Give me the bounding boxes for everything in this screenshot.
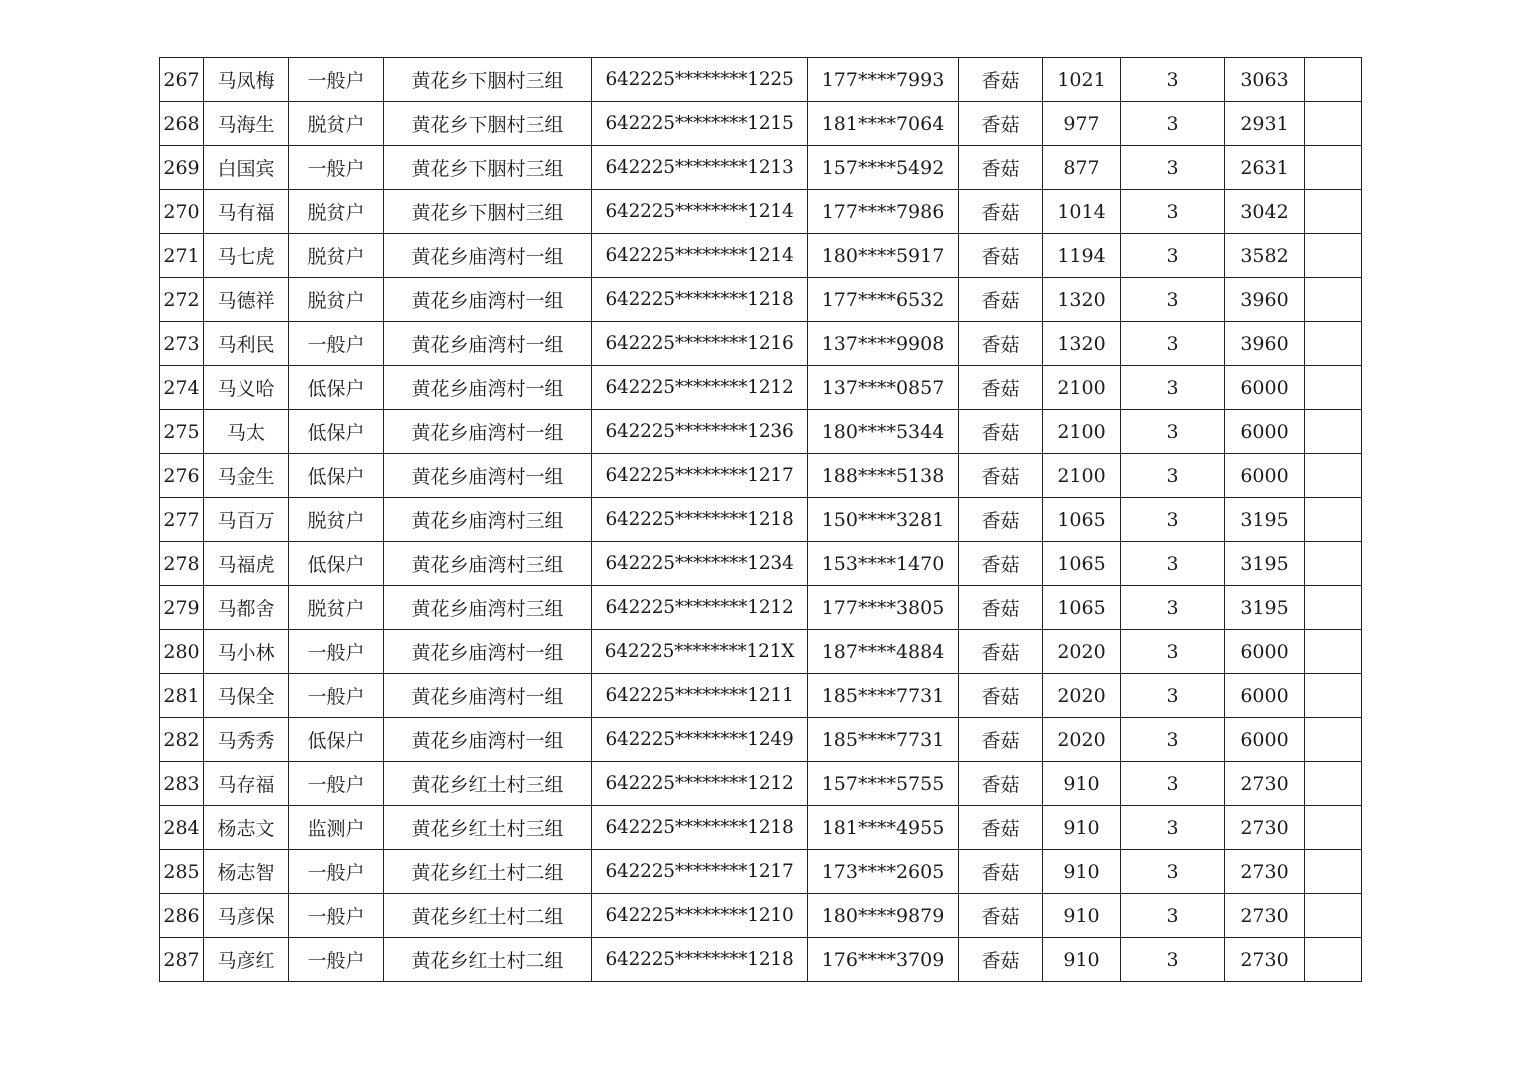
cell-rate: 3 (1121, 190, 1225, 234)
table-row (160, 146, 1362, 190)
cell-household-type: 低保户 (289, 542, 384, 586)
table-row (160, 850, 1362, 894)
cell-id-number: 642225********1216 (592, 322, 808, 366)
cell-remark (1305, 674, 1362, 718)
cell-crop: 香菇 (959, 674, 1043, 718)
cell-household-type: 监测户 (289, 806, 384, 850)
cell-remark (1305, 146, 1362, 190)
table-row (160, 938, 1362, 982)
cell-amount: 3042 (1225, 190, 1305, 234)
cell-number: 272 (160, 278, 204, 322)
cell-number: 268 (160, 102, 204, 146)
cell-rate: 3 (1121, 102, 1225, 146)
cell-quantity: 910 (1043, 850, 1121, 894)
cell-name: 马存福 (204, 762, 289, 806)
cell-crop: 香菇 (959, 718, 1043, 762)
cell-crop: 香菇 (959, 234, 1043, 278)
cell-id-number: 642225********1236 (592, 410, 808, 454)
cell-name: 马秀秀 (204, 718, 289, 762)
table-row (160, 586, 1362, 630)
cell-rate: 3 (1121, 410, 1225, 454)
cell-phone: 157****5492 (808, 146, 959, 190)
cell-rate: 3 (1121, 234, 1225, 278)
cell-remark (1305, 762, 1362, 806)
cell-name: 马小林 (204, 630, 289, 674)
cell-household-type: 脱贫户 (289, 498, 384, 542)
cell-amount: 3195 (1225, 498, 1305, 542)
cell-household-type: 低保户 (289, 366, 384, 410)
cell-address: 黄花乡下胭村三组 (384, 190, 592, 234)
cell-number: 274 (160, 366, 204, 410)
cell-address: 黄花乡下胭村三组 (384, 102, 592, 146)
table-row (160, 894, 1362, 938)
cell-household-type: 一般户 (289, 322, 384, 366)
cell-quantity: 977 (1043, 102, 1121, 146)
cell-address: 黄花乡红土村二组 (384, 850, 592, 894)
cell-quantity: 910 (1043, 806, 1121, 850)
cell-number: 281 (160, 674, 204, 718)
cell-number: 271 (160, 234, 204, 278)
cell-amount: 6000 (1225, 410, 1305, 454)
cell-id-number: 642225********1234 (592, 542, 808, 586)
cell-address: 黄花乡红土村三组 (384, 762, 592, 806)
cell-remark (1305, 322, 1362, 366)
cell-address: 黄花乡红土村三组 (384, 806, 592, 850)
cell-crop: 香菇 (959, 410, 1043, 454)
table-row (160, 806, 1362, 850)
table-row (160, 542, 1362, 586)
cell-rate: 3 (1121, 278, 1225, 322)
cell-amount: 6000 (1225, 366, 1305, 410)
cell-remark (1305, 58, 1362, 102)
cell-amount: 3960 (1225, 322, 1305, 366)
table-row (160, 718, 1362, 762)
cell-crop: 香菇 (959, 146, 1043, 190)
cell-address: 黄花乡庙湾村三组 (384, 586, 592, 630)
cell-rate: 3 (1121, 762, 1225, 806)
table-row (160, 674, 1362, 718)
cell-crop: 香菇 (959, 322, 1043, 366)
cell-remark (1305, 938, 1362, 982)
cell-amount: 3063 (1225, 58, 1305, 102)
cell-id-number: 642225********1218 (592, 938, 808, 982)
table-row (160, 762, 1362, 806)
cell-phone: 177****7993 (808, 58, 959, 102)
cell-quantity: 910 (1043, 894, 1121, 938)
cell-amount: 2730 (1225, 938, 1305, 982)
cell-name: 马有福 (204, 190, 289, 234)
cell-name: 马义哈 (204, 366, 289, 410)
cell-household-type: 脱贫户 (289, 190, 384, 234)
cell-household-type: 一般户 (289, 58, 384, 102)
cell-crop: 香菇 (959, 542, 1043, 586)
cell-phone: 177****7986 (808, 190, 959, 234)
cell-crop: 香菇 (959, 190, 1043, 234)
cell-quantity: 2020 (1043, 630, 1121, 674)
cell-household-type: 一般户 (289, 146, 384, 190)
cell-address: 黄花乡庙湾村一组 (384, 410, 592, 454)
cell-household-type: 一般户 (289, 630, 384, 674)
cell-remark (1305, 718, 1362, 762)
cell-phone: 150****3281 (808, 498, 959, 542)
cell-phone: 137****0857 (808, 366, 959, 410)
roster-table (159, 57, 1362, 982)
cell-address: 黄花乡红土村二组 (384, 894, 592, 938)
cell-rate: 3 (1121, 718, 1225, 762)
cell-rate: 3 (1121, 938, 1225, 982)
cell-remark (1305, 454, 1362, 498)
cell-id-number: 642225********1218 (592, 498, 808, 542)
cell-name: 马七虎 (204, 234, 289, 278)
cell-number: 269 (160, 146, 204, 190)
cell-number: 270 (160, 190, 204, 234)
cell-amount: 6000 (1225, 454, 1305, 498)
cell-number: 276 (160, 454, 204, 498)
cell-id-number: 642225********1218 (592, 278, 808, 322)
cell-crop: 香菇 (959, 630, 1043, 674)
cell-amount: 2730 (1225, 850, 1305, 894)
roster-sheet (159, 57, 1361, 982)
cell-name: 马海生 (204, 102, 289, 146)
cell-quantity: 1021 (1043, 58, 1121, 102)
cell-phone: 173****2605 (808, 850, 959, 894)
cell-remark (1305, 850, 1362, 894)
cell-id-number: 642225********1217 (592, 454, 808, 498)
cell-quantity: 1065 (1043, 586, 1121, 630)
cell-crop: 香菇 (959, 894, 1043, 938)
cell-name: 马利民 (204, 322, 289, 366)
cell-number: 275 (160, 410, 204, 454)
cell-name: 马太 (204, 410, 289, 454)
cell-number: 287 (160, 938, 204, 982)
cell-remark (1305, 102, 1362, 146)
cell-rate: 3 (1121, 894, 1225, 938)
table-row (160, 58, 1362, 102)
cell-remark (1305, 586, 1362, 630)
cell-name: 马保全 (204, 674, 289, 718)
cell-id-number: 642225********1249 (592, 718, 808, 762)
cell-id-number: 642225********1214 (592, 234, 808, 278)
cell-crop: 香菇 (959, 454, 1043, 498)
cell-rate: 3 (1121, 146, 1225, 190)
cell-rate: 3 (1121, 542, 1225, 586)
cell-household-type: 一般户 (289, 850, 384, 894)
cell-remark (1305, 806, 1362, 850)
cell-phone: 153****1470 (808, 542, 959, 586)
cell-household-type: 脱贫户 (289, 278, 384, 322)
cell-quantity: 1320 (1043, 322, 1121, 366)
cell-quantity: 1065 (1043, 498, 1121, 542)
cell-phone: 181****7064 (808, 102, 959, 146)
cell-id-number: 642225********1212 (592, 366, 808, 410)
cell-phone: 185****7731 (808, 674, 959, 718)
cell-remark (1305, 542, 1362, 586)
cell-quantity: 1194 (1043, 234, 1121, 278)
cell-household-type: 脱贫户 (289, 102, 384, 146)
cell-rate: 3 (1121, 630, 1225, 674)
cell-number: 283 (160, 762, 204, 806)
cell-number: 284 (160, 806, 204, 850)
cell-address: 黄花乡下胭村三组 (384, 58, 592, 102)
cell-name: 杨志智 (204, 850, 289, 894)
cell-crop: 香菇 (959, 498, 1043, 542)
table-row (160, 278, 1362, 322)
cell-crop: 香菇 (959, 762, 1043, 806)
cell-crop: 香菇 (959, 806, 1043, 850)
cell-address: 黄花乡庙湾村三组 (384, 498, 592, 542)
cell-address: 黄花乡庙湾村一组 (384, 322, 592, 366)
cell-number: 280 (160, 630, 204, 674)
cell-rate: 3 (1121, 586, 1225, 630)
cell-remark (1305, 366, 1362, 410)
cell-rate: 3 (1121, 454, 1225, 498)
cell-address: 黄花乡下胭村三组 (384, 146, 592, 190)
table-row (160, 322, 1362, 366)
cell-amount: 3582 (1225, 234, 1305, 278)
table-row (160, 498, 1362, 542)
cell-address: 黄花乡红土村二组 (384, 938, 592, 982)
cell-remark (1305, 410, 1362, 454)
cell-phone: 180****5344 (808, 410, 959, 454)
cell-amount: 3960 (1225, 278, 1305, 322)
cell-amount: 2931 (1225, 102, 1305, 146)
cell-amount: 2730 (1225, 894, 1305, 938)
cell-phone: 181****4955 (808, 806, 959, 850)
table-row (160, 366, 1362, 410)
cell-rate: 3 (1121, 58, 1225, 102)
cell-id-number: 642225********1212 (592, 586, 808, 630)
table-row (160, 410, 1362, 454)
cell-address: 黄花乡庙湾村一组 (384, 718, 592, 762)
cell-quantity: 877 (1043, 146, 1121, 190)
cell-quantity: 1014 (1043, 190, 1121, 234)
cell-quantity: 910 (1043, 938, 1121, 982)
cell-phone: 180****5917 (808, 234, 959, 278)
cell-crop: 香菇 (959, 102, 1043, 146)
cell-id-number: 642225********1218 (592, 806, 808, 850)
cell-name: 马凤梅 (204, 58, 289, 102)
cell-number: 278 (160, 542, 204, 586)
cell-phone: 157****5755 (808, 762, 959, 806)
cell-remark (1305, 234, 1362, 278)
cell-name: 马彦保 (204, 894, 289, 938)
table-row (160, 102, 1362, 146)
cell-address: 黄花乡庙湾村三组 (384, 542, 592, 586)
cell-quantity: 910 (1043, 762, 1121, 806)
cell-household-type: 脱贫户 (289, 586, 384, 630)
cell-rate: 3 (1121, 806, 1225, 850)
cell-remark (1305, 278, 1362, 322)
cell-amount: 6000 (1225, 674, 1305, 718)
cell-crop: 香菇 (959, 366, 1043, 410)
cell-crop: 香菇 (959, 586, 1043, 630)
cell-amount: 3195 (1225, 542, 1305, 586)
cell-household-type: 低保户 (289, 718, 384, 762)
table-row (160, 630, 1362, 674)
cell-quantity: 2100 (1043, 410, 1121, 454)
cell-amount: 6000 (1225, 718, 1305, 762)
cell-number: 267 (160, 58, 204, 102)
cell-number: 273 (160, 322, 204, 366)
cell-crop: 香菇 (959, 278, 1043, 322)
cell-name: 杨志文 (204, 806, 289, 850)
cell-amount: 3195 (1225, 586, 1305, 630)
cell-id-number: 642225********1214 (592, 190, 808, 234)
table-row (160, 454, 1362, 498)
cell-remark (1305, 894, 1362, 938)
cell-quantity: 1065 (1043, 542, 1121, 586)
cell-phone: 176****3709 (808, 938, 959, 982)
cell-address: 黄花乡庙湾村一组 (384, 630, 592, 674)
cell-household-type: 一般户 (289, 674, 384, 718)
cell-remark (1305, 630, 1362, 674)
cell-address: 黄花乡庙湾村一组 (384, 454, 592, 498)
cell-crop: 香菇 (959, 58, 1043, 102)
cell-name: 马百万 (204, 498, 289, 542)
cell-household-type: 一般户 (289, 894, 384, 938)
cell-name: 马金生 (204, 454, 289, 498)
cell-quantity: 2020 (1043, 674, 1121, 718)
cell-quantity: 2100 (1043, 366, 1121, 410)
cell-address: 黄花乡庙湾村一组 (384, 278, 592, 322)
cell-number: 286 (160, 894, 204, 938)
cell-phone: 185****7731 (808, 718, 959, 762)
cell-number: 277 (160, 498, 204, 542)
cell-number: 285 (160, 850, 204, 894)
cell-phone: 187****4884 (808, 630, 959, 674)
cell-amount: 2631 (1225, 146, 1305, 190)
cell-crop: 香菇 (959, 850, 1043, 894)
cell-id-number: 642225********1213 (592, 146, 808, 190)
cell-rate: 3 (1121, 674, 1225, 718)
cell-name: 马彦红 (204, 938, 289, 982)
table-row (160, 234, 1362, 278)
cell-amount: 2730 (1225, 806, 1305, 850)
cell-household-type: 一般户 (289, 938, 384, 982)
cell-name: 白国宾 (204, 146, 289, 190)
cell-phone: 137****9908 (808, 322, 959, 366)
cell-household-type: 低保户 (289, 454, 384, 498)
cell-name: 马都舍 (204, 586, 289, 630)
cell-remark (1305, 190, 1362, 234)
cell-address: 黄花乡庙湾村一组 (384, 366, 592, 410)
cell-amount: 2730 (1225, 762, 1305, 806)
cell-phone: 177****3805 (808, 586, 959, 630)
cell-number: 279 (160, 586, 204, 630)
cell-id-number: 642225********1211 (592, 674, 808, 718)
cell-remark (1305, 498, 1362, 542)
cell-name: 马德祥 (204, 278, 289, 322)
cell-phone: 188****5138 (808, 454, 959, 498)
cell-rate: 3 (1121, 322, 1225, 366)
cell-household-type: 一般户 (289, 762, 384, 806)
cell-quantity: 2100 (1043, 454, 1121, 498)
cell-phone: 177****6532 (808, 278, 959, 322)
cell-rate: 3 (1121, 850, 1225, 894)
cell-id-number: 642225********1210 (592, 894, 808, 938)
cell-id-number: 642225********1212 (592, 762, 808, 806)
cell-household-type: 低保户 (289, 410, 384, 454)
cell-id-number: 642225********1215 (592, 102, 808, 146)
cell-quantity: 1320 (1043, 278, 1121, 322)
cell-household-type: 脱贫户 (289, 234, 384, 278)
cell-rate: 3 (1121, 498, 1225, 542)
cell-crop: 香菇 (959, 938, 1043, 982)
cell-quantity: 2020 (1043, 718, 1121, 762)
cell-name: 马福虎 (204, 542, 289, 586)
roster-body (160, 58, 1362, 982)
cell-address: 黄花乡庙湾村一组 (384, 674, 592, 718)
cell-id-number: 642225********121X (592, 630, 808, 674)
cell-number: 282 (160, 718, 204, 762)
cell-id-number: 642225********1217 (592, 850, 808, 894)
cell-amount: 6000 (1225, 630, 1305, 674)
table-row (160, 190, 1362, 234)
cell-phone: 180****9879 (808, 894, 959, 938)
cell-rate: 3 (1121, 366, 1225, 410)
cell-address: 黄花乡庙湾村一组 (384, 234, 592, 278)
cell-id-number: 642225********1225 (592, 58, 808, 102)
